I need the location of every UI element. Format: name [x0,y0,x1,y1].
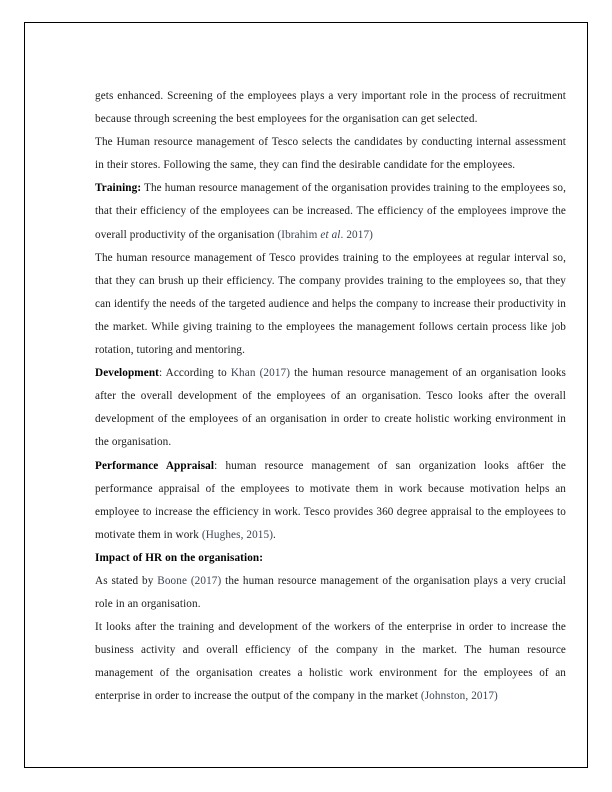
paragraph-performance-appraisal [95,455,566,547]
paragraph-1 [95,85,566,131]
citation-ibrahim-close: . 2017) [340,228,373,241]
citation-boone: Boone (2017) [157,574,222,587]
heading-performance-appraisal: Performance Appraisal [95,459,215,472]
citation-johnston: (Johnston, 2017) [420,690,498,703]
paragraph-performance-text-after: . [273,528,276,541]
paragraph-johnston [95,616,566,708]
heading-impact-of-hr-label: Impact of HR on the organisation: [95,551,264,564]
paragraph-training [95,177,566,246]
paragraph-training-text: The human resource management of the organisation provides training to the employees so, that their efficiency of the employees can be increased. The efficiency of the employees improve the overall productivity of the organisation [95,182,566,241]
citation-hughes: (Hughes, 2015) [201,528,274,541]
citation-ibrahim-etal: et al [320,228,341,241]
document-body [95,85,566,709]
paragraph-performance-text-before: : human resource management of san organization looks aft6er the performance appraisal of the employees to motivate them in work because motivation helps an employee to increase the efficiency in work. Tesco provides 360 degree appraisal to the employees to motivate them in work [95,459,566,541]
heading-training: Training: [95,182,142,195]
paragraph-2 [95,131,566,177]
paragraph-boone-text-after: the human resource management of the organisation plays a very crucial role in an organisation. [95,574,567,611]
paragraph-development-text-before: : According to [159,367,231,380]
heading-development: Development [95,367,159,380]
paragraph-development-text-after: the human resource management of an organisation looks after the overall development of the employees of an organisation. Tesco looks after the overall development of the employees of an organisation in order to create holistic working environment in the organisation. [95,367,566,449]
citation-khan: Khan (2017) [230,367,291,380]
citation-ibrahim-open: (Ibrahim [277,228,321,241]
paragraph-4-text: The human resource management of Tesco provides training to the employees at regular interval so, that they can brush up their efficiency. The company provides training to the employees so, that they can identify the needs of the targeted audience and helps the company to increase their productivity in the market. While giving training to the employees the management follows certain process like job rotation, tutoring and mentoring. [95,251,566,357]
heading-impact-of-hr [95,547,566,570]
paragraph-development [95,362,566,454]
paragraph-boone-text-before: As stated by [95,574,158,587]
paragraph-boone [95,570,566,616]
page-border-frame [24,22,588,768]
paragraph-johnston-text: It looks after the training and development of the workers of the enterprise in order to increase the business activity and overall efficiency of the company in the market. The human resource management of the organisation creates a holistic work environment for the employees of an enterprise in order to increase the output of the company in the market [95,621,566,703]
paragraph-2-text: The Human resource management of Tesco selects the candidates by conducting internal assessment in their stores. Following the same, they can find the desirable candidate for the employees. [95,136,566,172]
paragraph-1-text: gets enhanced. Screening of the employees plays a very important role in the process of recruitment because through screening the best employees for the organisation can get selected. [95,90,566,126]
paragraph-4 [95,247,566,362]
